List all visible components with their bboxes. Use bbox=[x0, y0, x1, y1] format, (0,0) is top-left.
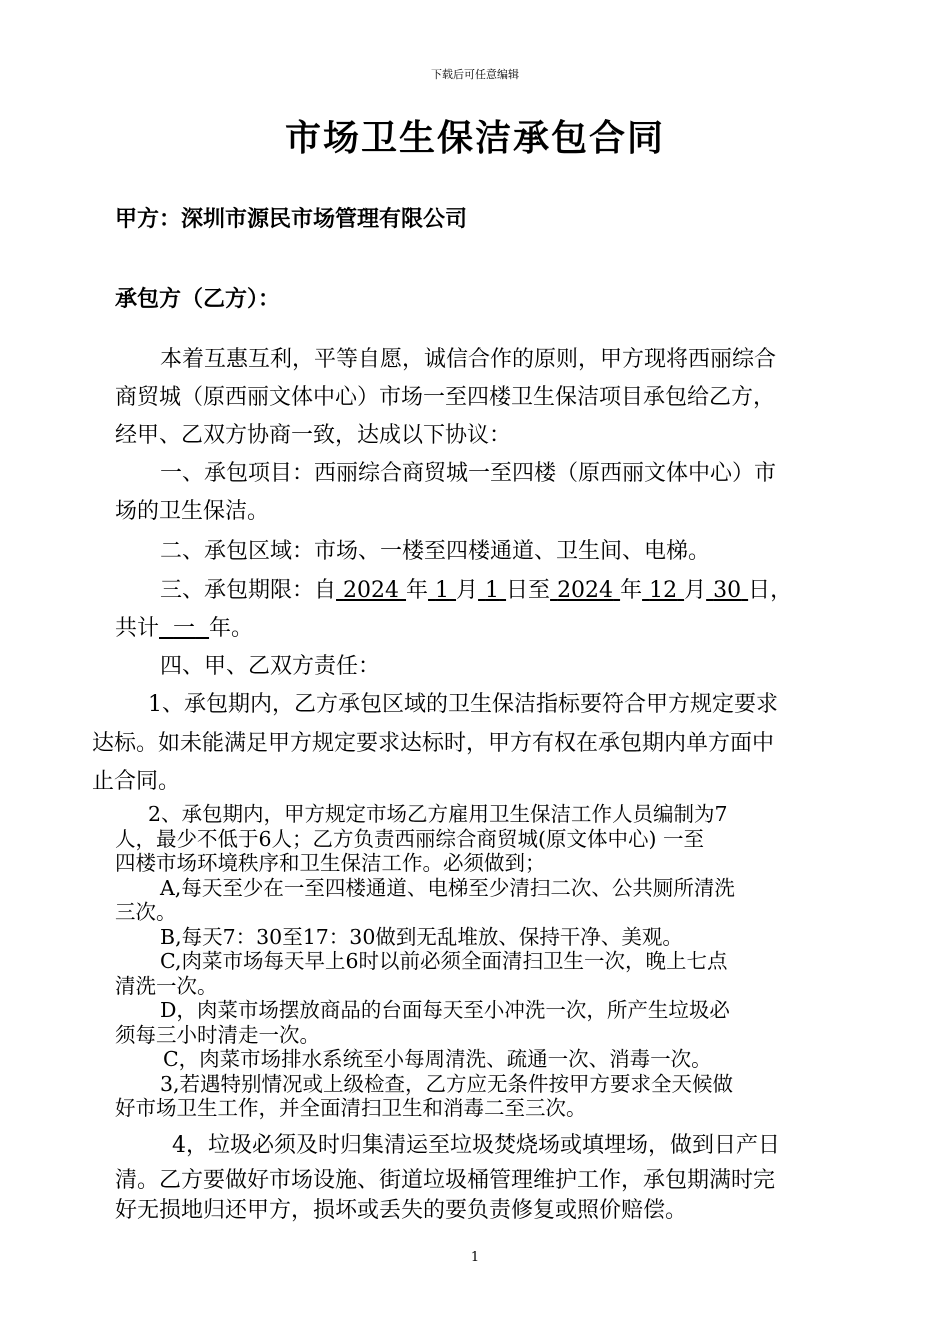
intro-line-1: 本着互惠互利，平等自愿，诚信合作的原则，甲方现将西丽综合 bbox=[160, 347, 777, 372]
month-label: 月 bbox=[456, 578, 479, 603]
resp-4-line-2: 清。乙方要做好市场设施、街道垃圾桶管理维护工作，承包期满时完 bbox=[115, 1168, 776, 1193]
intro-line-2: 商贸城（原西丽文体中心）市场一至四楼卫生保洁项目承包给乙方， bbox=[115, 385, 776, 410]
item-3-prefix: 三、承包期限：自 bbox=[160, 578, 337, 603]
party-b: 承包方（乙方）： bbox=[115, 286, 281, 312]
year-label-2: 年 bbox=[620, 578, 643, 603]
year-label: 年 bbox=[406, 578, 429, 603]
document-title: 市场卫生保洁承包合同 bbox=[284, 117, 665, 159]
item-1-line-2: 场的卫生保洁。 bbox=[115, 499, 270, 524]
day-label-2: 日， bbox=[748, 578, 793, 603]
resp-3-line-1: 3,若遇特别情况或上级检查，乙方应无条件按甲方要求全天候做 bbox=[160, 1072, 734, 1096]
resp-4-line-3: 好无损地归还甲方，损坏或丢失的要负责修复或照价赔偿。 bbox=[115, 1198, 688, 1223]
start-day: 1 bbox=[485, 578, 500, 603]
total-prefix: 共计 bbox=[115, 616, 160, 641]
month-label-2: 月 bbox=[684, 578, 707, 603]
resp-b: B,每天7：30至17：30做到无乱堆放、保持干净、美观。 bbox=[160, 925, 683, 949]
resp-1-line-3: 止合同。 bbox=[92, 769, 181, 794]
resp-2-line-1: 2、承包期内，甲方规定市场乙方雇用卫生保洁工作人员编制为7 bbox=[148, 802, 728, 826]
day-to-label: 日至 bbox=[506, 578, 551, 603]
start-month: 1 bbox=[435, 578, 450, 603]
page-header: 下载后可任意编辑 bbox=[431, 68, 519, 81]
party-a: 甲方：深圳市源民市场管理有限公司 bbox=[115, 206, 468, 232]
start-year: 2024 bbox=[343, 578, 400, 603]
resp-c2: C，肉菜市场排水系统至小每周清洗、疏通一次、消毒一次。 bbox=[163, 1047, 712, 1071]
item-3-line-1 bbox=[160, 573, 792, 604]
resp-c-line-1: C,肉菜市场每天早上6时以前必须全面清扫卫生一次，晚上七点 bbox=[160, 949, 728, 973]
resp-4-line-1: 4，垃圾必须及时归集清运至垃圾焚烧场或填埋场，做到日产日 bbox=[172, 1133, 780, 1158]
item-4: 四、甲、乙双方责任： bbox=[160, 654, 381, 679]
item-2: 二、承包区域：市场、一楼至四楼通道、卫生间、电梯。 bbox=[160, 539, 711, 564]
resp-3-line-2: 好市场卫生工作，并全面清扫卫生和消毒二至三次。 bbox=[115, 1096, 587, 1120]
resp-2-line-2: 人，最少不低于6人；乙方负责西丽综合商贸城(原文体中心) 一至 bbox=[115, 827, 705, 851]
resp-1-line-2: 达标。如未能满足甲方规定要求达标时，甲方有权在承包期内单方面中 bbox=[92, 731, 775, 756]
resp-a-line-2: 三次。 bbox=[115, 900, 177, 924]
page-number: 1 bbox=[470, 1250, 480, 1265]
resp-d-line-1: D，肉菜市场摆放商品的台面每天至小冲洗一次，所产生垃圾必 bbox=[160, 998, 730, 1022]
resp-d-line-2: 须每三小时清走一次。 bbox=[115, 1023, 320, 1047]
resp-c-line-2: 清洗一次。 bbox=[115, 974, 218, 998]
end-day: 30 bbox=[713, 578, 742, 603]
end-year: 2024 bbox=[557, 578, 614, 603]
total-suffix: 年。 bbox=[209, 616, 254, 641]
item-3-line-2 bbox=[115, 611, 253, 642]
resp-1-line-1: 1、承包期内，乙方承包区域的卫生保洁指标要符合甲方规定要求 bbox=[148, 692, 778, 717]
total-years: 一 bbox=[173, 616, 196, 641]
resp-a-line-1: A,每天至少在一至四楼通道、电梯至少清扫二次、公共厕所清洗 bbox=[160, 876, 735, 900]
end-month: 12 bbox=[649, 578, 678, 603]
resp-2-line-3: 四楼市场环境秩序和卫生保洁工作。必须做到； bbox=[115, 851, 546, 875]
item-1-line-1: 一、承包项目：西丽综合商贸城一至四楼（原西丽文体中心）市 bbox=[160, 461, 777, 486]
intro-line-3: 经甲、乙双方协商一致，达成以下协议： bbox=[115, 423, 512, 448]
